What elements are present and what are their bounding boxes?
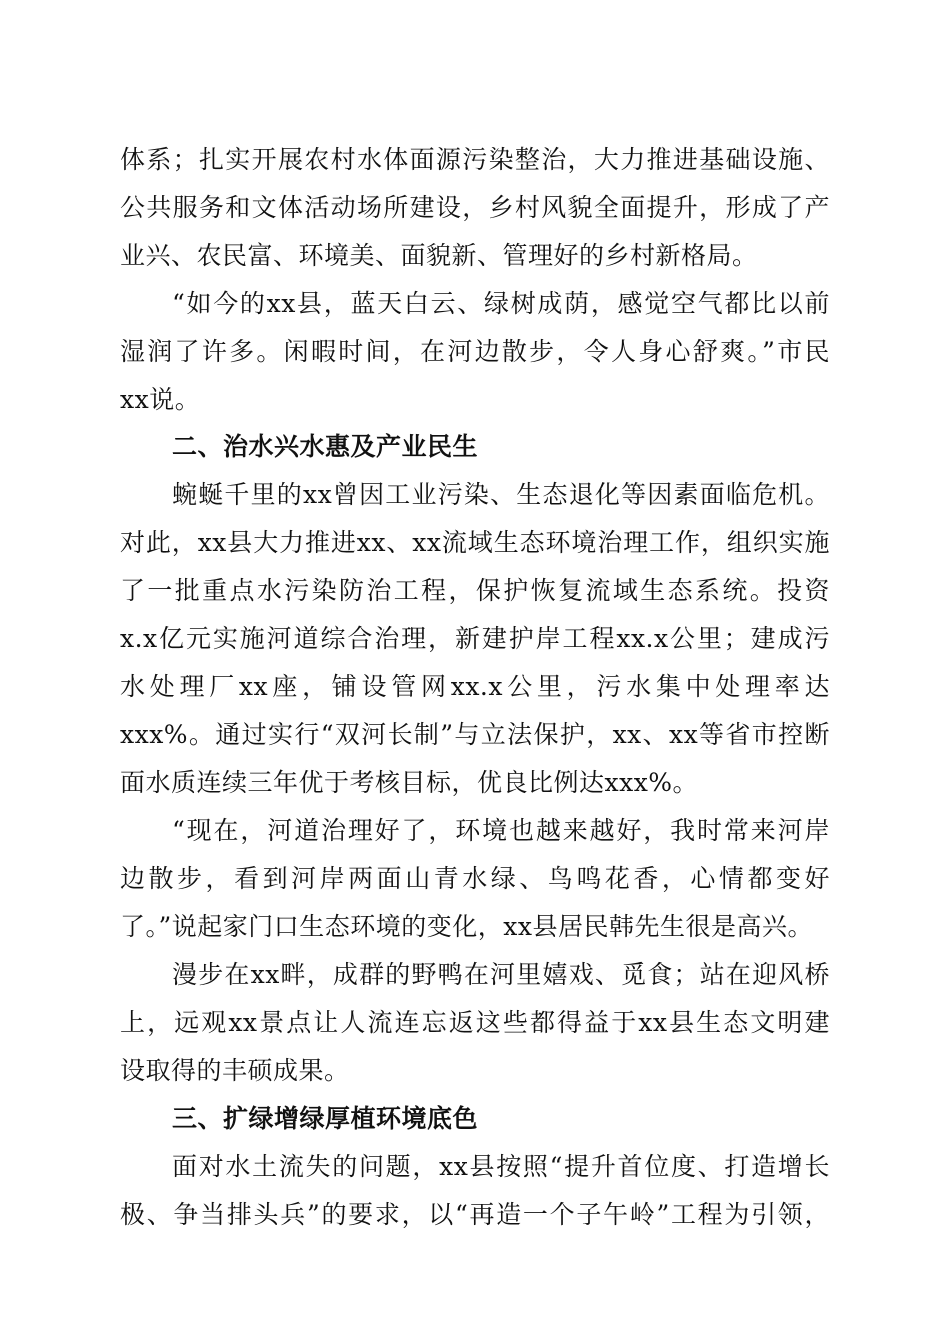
- paragraph-line: xxx%。通过实行“双河长制”与立法保护，xx、xx等省市控断: [120, 720, 830, 749]
- section-heading: 三、扩绿增绿厚植环境底色: [172, 1104, 479, 1133]
- paragraph-line: 公共服务和文体活动场所建设，乡村风貌全面提升，形成了产: [120, 193, 830, 222]
- paragraph-line: 湿润了许多。闲暇时间，在河边散步，令人身心舒爽。”市民: [120, 337, 830, 366]
- paragraph-line: 业兴、农民富、环境美、面貌新、管理好的乡村新格局。: [120, 241, 758, 270]
- paragraph-line: 漫步在xx畔，成群的野鸭在河里嬉戏、觅食；站在迎风桥: [172, 960, 830, 989]
- paragraph-line: “现在，河道治理好了，环境也越来越好，我时常来河岸: [172, 816, 830, 845]
- paragraph-line: 蜿蜒千里的xx曾因工业污染、生态退化等因素面临危机。: [172, 480, 830, 509]
- paragraph-line: 设取得的丰硕成果。: [120, 1056, 350, 1085]
- paragraph-line: 了。”说起家门口生态环境的变化，xx县居民韩先生很是高兴。: [120, 912, 813, 941]
- paragraph-line: “如今的xx县，蓝天白云、绿树成荫，感觉空气都比以前: [172, 289, 830, 318]
- paragraph-line: 面水质连续三年优于考核目标，优良比例达xxx%。: [120, 768, 699, 797]
- paragraph-line: 边散步，看到河岸两面山青水绿、鸟鸣花香，心情都变好: [120, 864, 830, 893]
- paragraph-line: x.x亿元实施河道综合治理，新建护岸工程xx.x公里；建成污: [120, 624, 830, 653]
- paragraph-line: 体系；扎实开展农村水体面源污染整治，大力推进基础设施、: [120, 145, 830, 174]
- paragraph-line: 水处理厂xx座，铺设管网xx.x公里，污水集中处理率达: [120, 672, 830, 701]
- paragraph-line: 了一批重点水污染防治工程，保护恢复流域生态系统。投资: [120, 576, 830, 605]
- paragraph-line: xx说。: [120, 385, 201, 414]
- paragraph-line: 对此，xx县大力推进xx、xx流域生态环境治理工作，组织实施: [120, 528, 830, 557]
- paragraph-line: 极、争当排头兵”的要求，以“再造一个子午岭”工程为引领，: [120, 1200, 830, 1229]
- paragraph-line: 面对水土流失的问题，xx县按照“提升首位度、打造增长: [172, 1152, 830, 1181]
- section-heading: 二、治水兴水惠及产业民生: [172, 432, 479, 461]
- paragraph-line: 上，远观xx景点让人流连忘返这些都得益于xx县生态文明建: [120, 1008, 830, 1037]
